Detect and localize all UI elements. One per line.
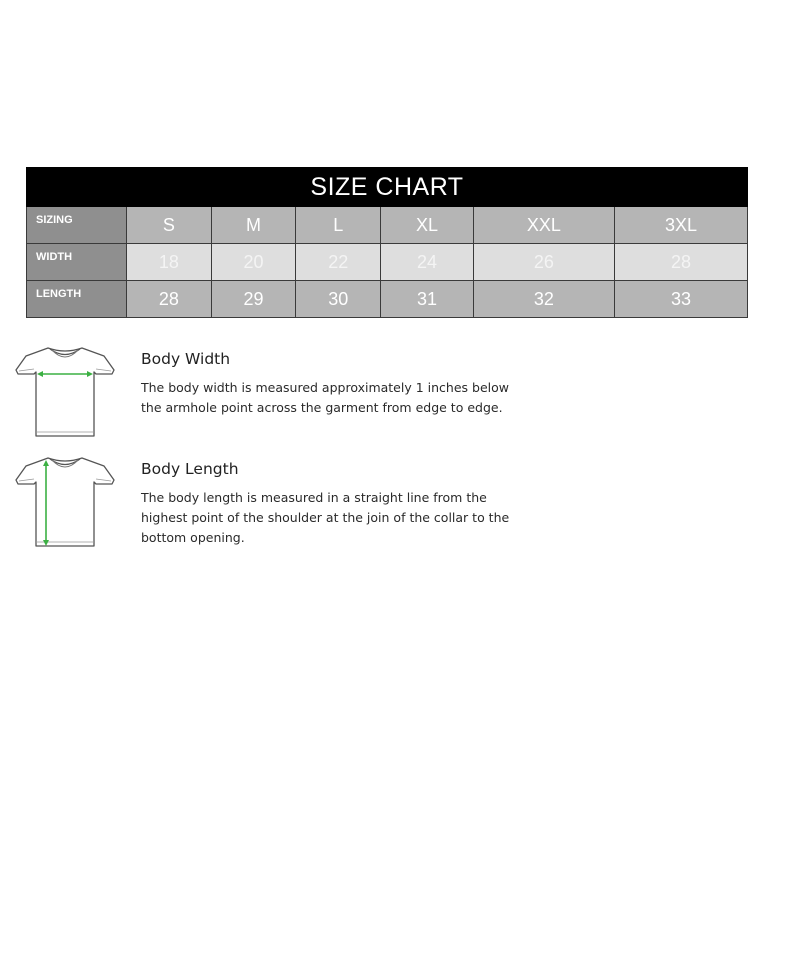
size-chart-title: SIZE CHART bbox=[27, 168, 748, 207]
length-cell: 31 bbox=[381, 281, 474, 318]
body-length-description: The body length is measured in a straight line from the highest point of the shoulder at the join of the collar to the bottom opening. bbox=[141, 490, 510, 545]
size-cell: 3XL bbox=[614, 207, 747, 244]
row-label-length: LENGTH bbox=[27, 281, 127, 318]
body-width-guide bbox=[10, 344, 530, 454]
tshirt-length-icon bbox=[10, 454, 122, 550]
body-width-title: Body Width bbox=[141, 350, 231, 368]
size-cell: XXL bbox=[473, 207, 614, 244]
width-cell: 18 bbox=[127, 244, 212, 281]
size-cell: M bbox=[211, 207, 296, 244]
table-row-width bbox=[27, 244, 748, 281]
size-cell: S bbox=[127, 207, 212, 244]
size-cell: XL bbox=[381, 207, 474, 244]
body-length-guide bbox=[10, 454, 530, 564]
table-row-sizing bbox=[27, 207, 748, 244]
length-cell: 28 bbox=[127, 281, 212, 318]
row-label-width: WIDTH bbox=[27, 244, 127, 281]
width-cell: 24 bbox=[381, 244, 474, 281]
width-cell: 20 bbox=[211, 244, 296, 281]
length-cell: 33 bbox=[614, 281, 747, 318]
length-cell: 29 bbox=[211, 281, 296, 318]
width-cell: 22 bbox=[296, 244, 381, 281]
tshirt-width-icon bbox=[10, 344, 122, 440]
length-cell: 32 bbox=[473, 281, 614, 318]
width-cell: 26 bbox=[473, 244, 614, 281]
row-label-sizing: SIZING bbox=[27, 207, 127, 244]
table-row-length bbox=[27, 281, 748, 318]
body-length-title: Body Length bbox=[141, 460, 239, 478]
width-cell: 28 bbox=[614, 244, 747, 281]
length-cell: 30 bbox=[296, 281, 381, 318]
size-chart-table bbox=[26, 167, 748, 318]
size-cell: L bbox=[296, 207, 381, 244]
body-width-description: The body width is measured approximately 1 inches below the armhole point across the garment from edge to edge. bbox=[141, 380, 509, 415]
